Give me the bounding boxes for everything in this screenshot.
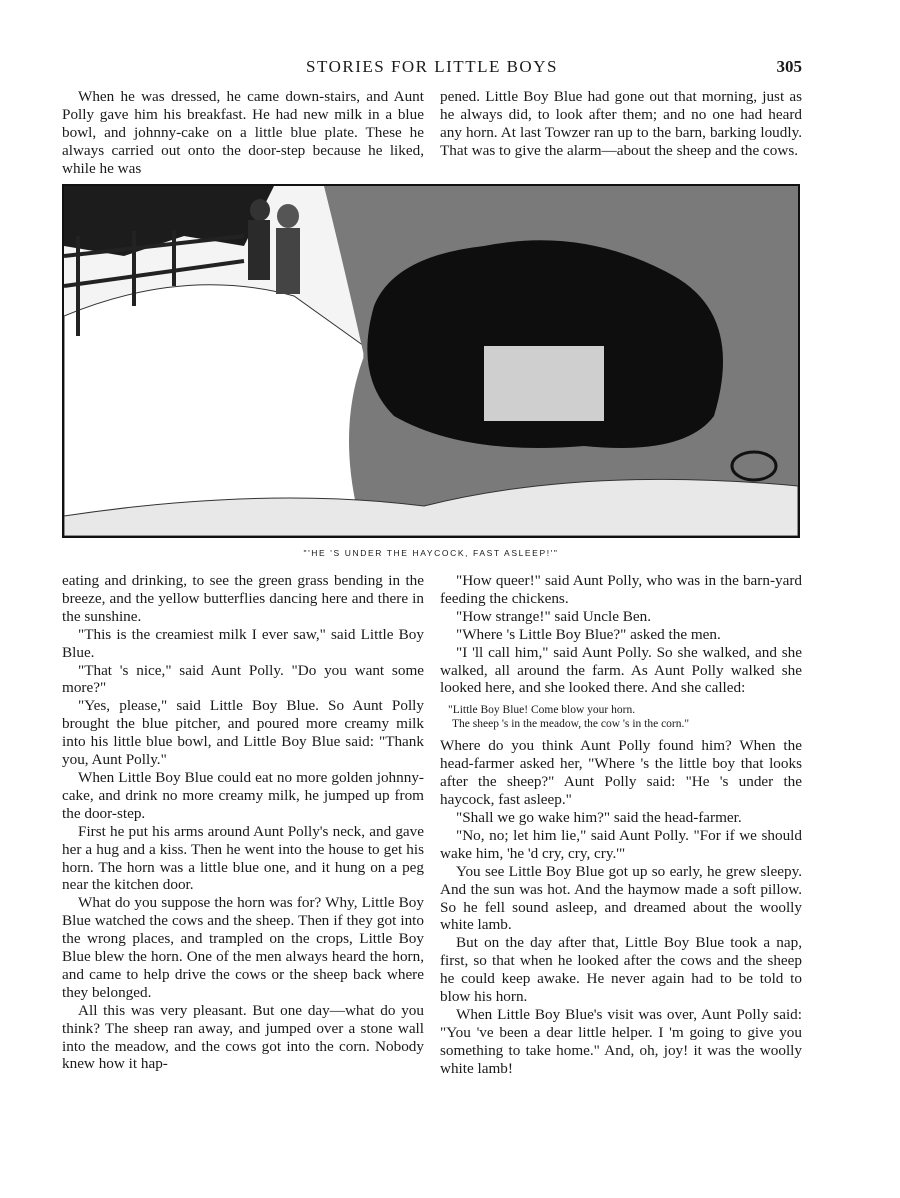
verse-quote bbox=[440, 703, 802, 731]
top-left-column bbox=[62, 88, 424, 178]
paragraph: "How queer!" said Aunt Polly, who was in the barn-yard feeding the chickens. bbox=[440, 572, 802, 607]
running-title: STORIES FOR LITTLE BOYS bbox=[306, 57, 558, 76]
illustration-caption: "'HE 'S UNDER THE HAYCOCK, FAST ASLEEP!'" bbox=[303, 548, 559, 558]
paragraph: You see Little Boy Blue got up so early, he grew sleepy. And the sun was hot. And the haymow made a soft pillow. So he fell sound asleep, and dreamed about the woolly white lamb. bbox=[440, 862, 802, 934]
paragraph: "I 'll call him," said Aunt Polly. So she walked, and she walked, all around the farm. As Aunt Polly walked she looked here, and she looked there. And she called: bbox=[440, 643, 802, 697]
illustration-drawing bbox=[64, 186, 798, 536]
paragraph: "Shall we go wake him?" said the head-farmer. bbox=[456, 808, 742, 826]
paragraph: eating and drinking, to see the green grass bending in the breeze, and the yellow butterflies dancing here and there in the sunshine. bbox=[62, 572, 424, 625]
verse-line: "Little Boy Blue! Come blow your horn. bbox=[448, 704, 636, 717]
page-number: 305 bbox=[776, 57, 802, 76]
bottom-left-column bbox=[62, 572, 424, 1073]
page-header bbox=[62, 57, 802, 81]
paragraph: But on the day after that, Little Boy Blue took a nap, first, so that when he looked after the cows and the sheep he could keep awake. He never again had to be told to blow his horn. bbox=[440, 934, 802, 1006]
paragraph: What do you suppose the horn was for? Why, Little Boy Blue watched the cows and the sheep. Then if they got into the wrong places, and trampled on the crops, Little Boy Blue blew the horn. One of the men always heard the horn, and came to help drive the cows or the sheep back where they belonged. bbox=[62, 894, 424, 1001]
haycock-illustration bbox=[62, 184, 800, 538]
paragraph: All this was very pleasant. But one day—what do you think? The sheep ran away, and jumped over a stone wall into the meadow, and the cows got into the corn. Nobody knew how it hap- bbox=[62, 1001, 424, 1073]
sleeping-boy-face bbox=[484, 346, 604, 421]
paragraph: "Where 's Little Boy Blue?" asked the men. bbox=[456, 625, 721, 643]
verse-line: The sheep 's in the meadow, the cow 's in the corn." bbox=[452, 718, 690, 731]
paragraph: When Little Boy Blue's visit was over, Aunt Polly said: "You 've been a dear little helper. I 'm going to give you something to take home." And, oh, joy! it was the woolly white lamb! bbox=[440, 1005, 802, 1077]
paragraph: "This is the creamiest milk I ever saw," said Little Boy Blue. bbox=[62, 625, 424, 661]
paragraph: When he was dressed, he came down-stairs, and Aunt Polly gave him his breakfast. He had new milk in a blue bowl, and johnny-cake on a little blue plate. These he always carried out onto the door-step because he liked, while he was bbox=[62, 88, 424, 177]
bottom-right-column bbox=[440, 572, 802, 1078]
paragraph: "No, no; let him lie," said Aunt Polly. "For if we should wake him, 'he 'd cry, cry, cry.'" bbox=[440, 826, 802, 862]
paragraph: "How strange!" said Uncle Ben. bbox=[456, 607, 652, 625]
paragraph: "That 's nice," said Aunt Polly. "Do you want some more?" bbox=[62, 661, 424, 697]
paragraph: First he put his arms around Aunt Polly's neck, and gave her a hug and a kiss. Then he went into the house to get his horn. The horn was a little blue one, and it hung on a peg near the kitchen door. bbox=[62, 822, 424, 894]
top-right-column bbox=[440, 88, 802, 160]
paragraph: Where do you think Aunt Polly found him? When the head-farmer asked her, "Where 's the little boy that looks after the sheep?" Aunt Polly said: "He 's under the haycock, fast asleep." bbox=[440, 737, 802, 809]
paragraph: pened. Little Boy Blue had gone out that morning, just as he always did, to look after them; and no one had heard any horn. At last Towzer ran up to the barn, barking loudly. That was to give the alarm—about the sheep and the cows. bbox=[440, 88, 802, 159]
paragraph: When Little Boy Blue could eat no more golden johnny-cake, and drink no more creamy milk, he jumped up from the door-step. bbox=[62, 768, 424, 822]
paragraph: "Yes, please," said Little Boy Blue. So Aunt Polly brought the blue pitcher, and poured more creamy milk into his little blue bowl, and Little Boy Blue said: "Thank you, Aunt Polly." bbox=[62, 697, 424, 769]
